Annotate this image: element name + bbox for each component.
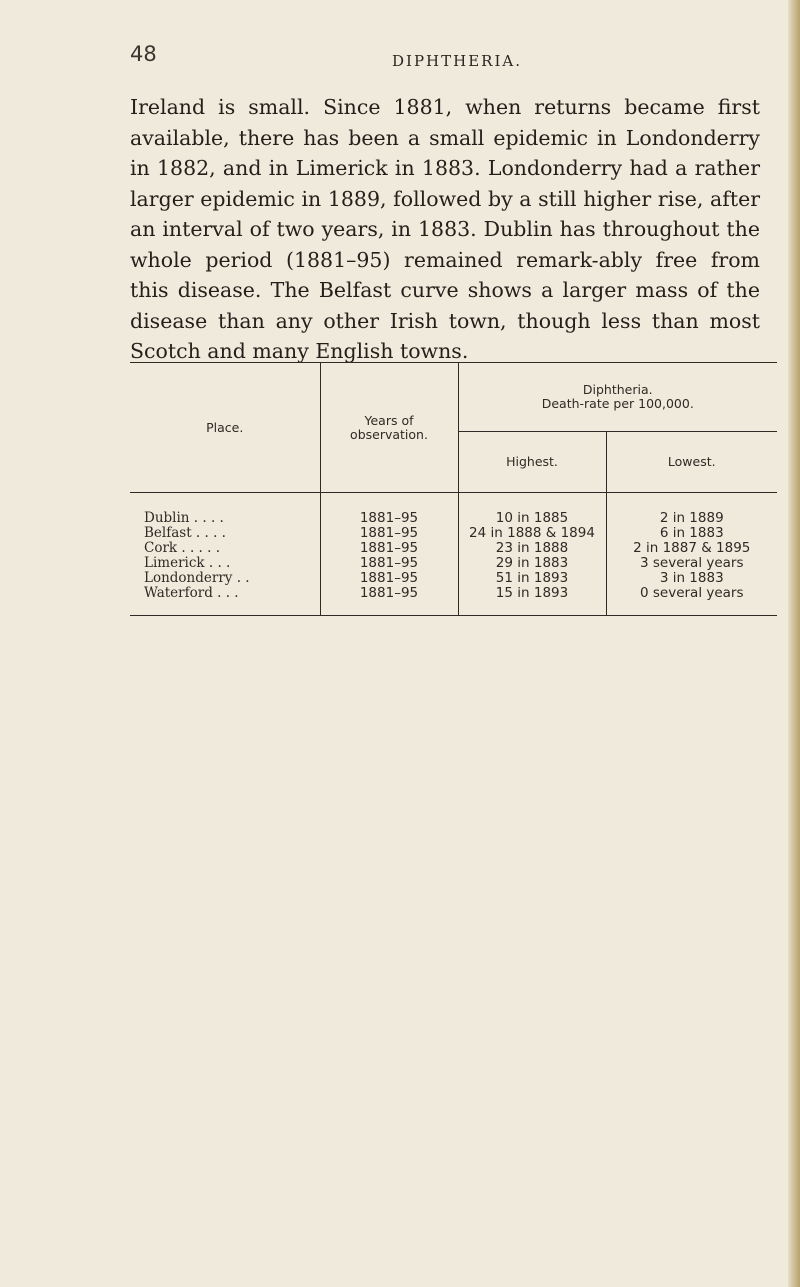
diphtheria-table — [130, 362, 777, 616]
cell-highest: 24 in 1888 & 1894 — [458, 526, 606, 541]
cell-years: 1881–95 — [320, 541, 458, 556]
header-group-subtitle: Death-rate per 100,000. — [541, 396, 694, 411]
cell-highest: 23 in 1888 — [458, 541, 606, 556]
cell-place: Cork . . . . . — [130, 541, 320, 556]
cell-years: 1881–95 — [320, 493, 458, 527]
cell-lowest: 6 in 1883 — [659, 526, 724, 541]
table-row — [130, 493, 777, 527]
header-group-title: Diphtheria. — [582, 382, 653, 397]
cell-place: Limerick . . . — [130, 556, 320, 571]
table-row — [130, 541, 777, 556]
running-head: DIPHTHERIA. — [392, 52, 522, 70]
header-lowest: Lowest. — [606, 432, 777, 493]
cell-place: Belfast . . . . — [130, 526, 320, 541]
table-row — [130, 556, 777, 571]
cell-lowest: 3 in 1883 — [659, 571, 724, 586]
cell-years: 1881–95 — [320, 586, 458, 615]
cell-highest: 15 in 1893 — [458, 586, 606, 615]
page-header — [0, 42, 800, 82]
cell-highest: 51 in 1893 — [458, 571, 606, 586]
table-bottom-rule — [130, 615, 777, 616]
table-row — [130, 586, 777, 615]
table-row — [130, 571, 777, 586]
cell-years: 1881–95 — [320, 571, 458, 586]
page-number: 48 — [130, 42, 157, 66]
cell-place: Londonderry . . — [130, 571, 320, 586]
cell-lowest: 3 several years — [639, 556, 744, 571]
cell-highest: 29 in 1883 — [458, 556, 606, 571]
cell-years: 1881–95 — [320, 556, 458, 571]
cell-place: Dublin . . . . — [130, 493, 320, 527]
header-place: Place. — [130, 363, 320, 493]
body-paragraph: Ireland is small. Since 1881, when returns became first available, there has been a small epidemic in Londonderry in 1882, and in Limerick in 1883. Londonderry had a rather larger epidemic in 1889, followed by a still higher rise, after an interval of two years, in 1883. Dublin has throughout the whole period (1881–95) remained remark-ably free from this disease. The Belfast curve shows a larger mass of the disease than any other Irish town, though less than most Scotch and many English towns. — [130, 95, 760, 363]
cell-years: 1881–95 — [320, 526, 458, 541]
header-highest: Highest. — [458, 432, 606, 493]
header-years: Years of observation. — [320, 363, 458, 493]
header-diphtheria-group — [458, 363, 777, 432]
cell-lowest: 2 in 1889 — [659, 510, 724, 526]
cell-lowest: 0 several years — [639, 586, 744, 601]
table-row — [130, 526, 777, 541]
cell-place: Waterford . . . — [130, 586, 320, 615]
cell-lowest: 2 in 1887 & 1895 — [633, 541, 751, 556]
data-table — [130, 362, 777, 615]
cell-highest: 10 in 1885 — [458, 493, 606, 527]
page-edge — [788, 0, 800, 1287]
